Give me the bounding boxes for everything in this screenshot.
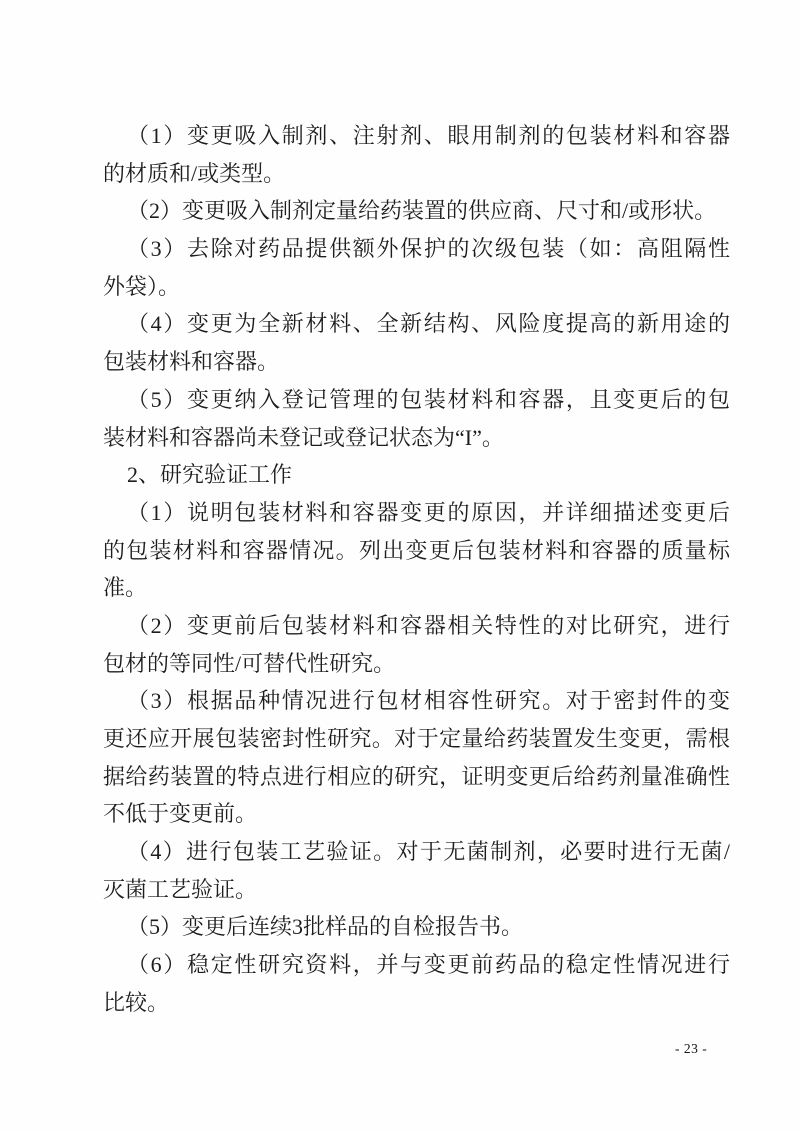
text-line: （4）变更为全新材料、全新结构、风险度提高的新用途的 bbox=[127, 311, 730, 337]
text-line: 更还应开展包装密封性研究。对于定量给药装置发生变更，需根 bbox=[103, 726, 730, 751]
text-line: 的材质和/或类型。 bbox=[103, 160, 286, 186]
text-line: （4）进行包装工艺验证。对于无菌制剂，必要时进行无菌/ bbox=[127, 839, 730, 865]
text-line: （1）变更吸入制剂、注射剂、眼用制剂的包装材料和容器 bbox=[127, 123, 730, 148]
text-line: 准。 bbox=[103, 575, 148, 601]
text-line: （5）变更纳入登记管理的包装材料和容器，且变更后的包 bbox=[127, 386, 730, 412]
text-line: （3）根据品种情况进行包材相容性研究。对于密封件的变 bbox=[127, 688, 730, 714]
section-heading: 2、研究验证工作 bbox=[127, 462, 293, 488]
text-line: 比较。 bbox=[103, 989, 170, 1015]
text-line: 装材料和容器尚未登记或登记状态为“I”。 bbox=[103, 424, 504, 450]
text-line: （1）说明包装材料和容器变更的原因，并详细描述变更后 bbox=[127, 499, 730, 525]
page-number: - 23 - bbox=[675, 1041, 708, 1056]
text-block bbox=[103, 117, 730, 1022]
text-line: 不低于变更前。 bbox=[103, 801, 258, 827]
text-line: 包材的等同性/可替代性研究。 bbox=[103, 650, 396, 676]
text-line: （3）去除对药品提供额外保护的次级包装（如：高阻隔性 bbox=[127, 236, 730, 262]
text-line: 外袋）。 bbox=[103, 273, 181, 299]
text-line: 的包装材料和容器情况。列出变更后包装材料和容器的质量标 bbox=[103, 537, 730, 563]
text-line: （6）稳定性研究资料，并与变更前药品的稳定性情况进行 bbox=[127, 952, 730, 978]
text-line: 灭菌工艺验证。 bbox=[103, 876, 258, 902]
text-line: （2）变更前后包装材料和容器相关特性的对比研究，进行 bbox=[127, 612, 730, 638]
text-line: 包装材料和容器。 bbox=[103, 349, 280, 375]
text-line: （2）变更吸入制剂定量给药装置的供应商、尺寸和/或形状。 bbox=[127, 198, 717, 224]
text-line: 据给药装置的特点进行相应的研究，证明变更后给药剂量准确性 bbox=[103, 763, 730, 789]
text-line: （5）变更后连续3批样品的自检报告书。 bbox=[127, 914, 524, 940]
